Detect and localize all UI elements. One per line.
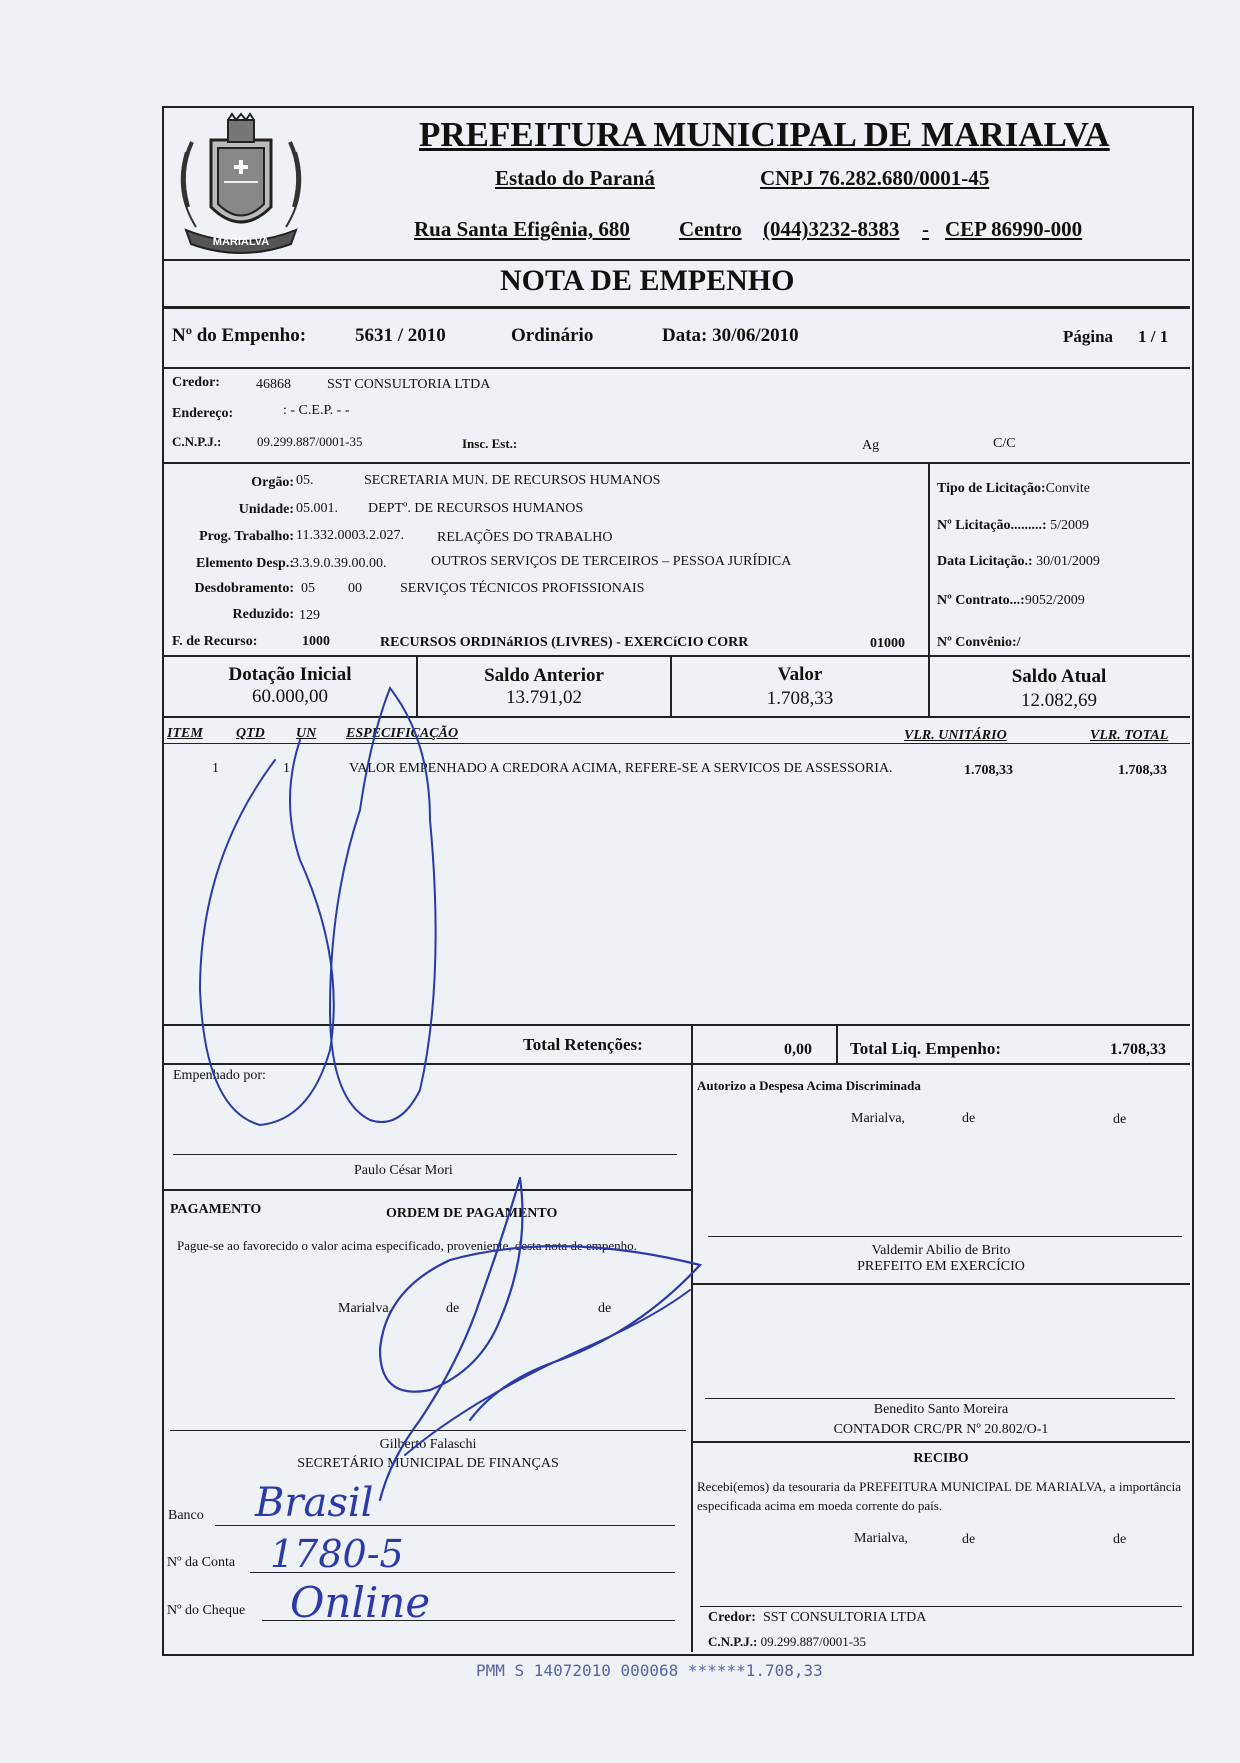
conta-label: Nº da Conta	[167, 1555, 236, 1570]
item-qtd: 1	[283, 761, 290, 776]
phone: (044)3232-8383	[763, 217, 900, 241]
item-especificacao: VALOR EMPENHADO A CREDORA ACIMA, REFERE-SE A SERVICOS DE ASSESSORIA.	[349, 761, 893, 776]
page-label: Página	[1063, 327, 1114, 346]
cheque-handwritten: Online	[290, 1578, 431, 1627]
empenhado-label: Empenhado por:	[173, 1068, 266, 1083]
rule-saldos-bottom	[163, 716, 1190, 718]
municipality-title: PREFEITURA MUNICIPAL DE MARIALVA	[419, 115, 1110, 154]
convenio-label: Nº Convênio:/	[937, 635, 1021, 650]
rule-prefeito-bottom	[691, 1283, 1190, 1285]
left-de-1: de	[446, 1301, 460, 1316]
rule-totals-left	[691, 1024, 693, 1652]
recibo-cnpj	[708, 1633, 866, 1651]
recurso-end: 01000	[870, 636, 905, 651]
rule-credor-bottom	[163, 462, 1190, 464]
elemento-code: 3.3.9.0.39.00.00.	[292, 556, 387, 571]
secretario-role: SECRETÁRIO MUNICIPAL DE FINANÇAS	[297, 1456, 559, 1471]
contador-signature-line	[705, 1398, 1175, 1399]
saldo-dotacao-value: 60.000,00	[252, 686, 328, 707]
recibo-cnpj-value: 09.299.887/0001-35	[760, 1634, 867, 1649]
credor-name: SST CONSULTORIA LTDA	[327, 377, 491, 392]
prefeito-signature-line	[708, 1236, 1182, 1237]
rule-info-bottom	[163, 367, 1190, 369]
recibo-credor	[708, 1609, 926, 1627]
valor-label: Valor	[777, 664, 823, 685]
secretario-signature-line	[170, 1430, 686, 1431]
authentication-stamp: PMM S 14072010 000068 ******1.708,33	[476, 1661, 823, 1680]
rule-empenhado-bottom	[163, 1189, 691, 1191]
credor-code: 46868	[256, 377, 291, 392]
recibo-cnpj-label: C.N.P.J.:	[708, 1634, 758, 1649]
separator: -	[922, 217, 929, 241]
recibo-signature-line	[700, 1606, 1182, 1607]
credor-cnpj-label: C.N.P.J.:	[172, 434, 222, 449]
rule-contador-bottom	[691, 1441, 1190, 1443]
rule-title-bottom	[163, 306, 1190, 309]
rule-dotacao-bottom	[163, 655, 1190, 657]
contrato-value: 9052/2009	[1024, 593, 1085, 608]
elemento-name: OUTROS SERVIÇOS DE TERCEIROS – PESSOA JURÍDICA	[431, 554, 792, 569]
desdobramento-name: SERVIÇOS TÉCNICOS PROFISSIONAIS	[400, 581, 645, 596]
rule-items-header	[163, 743, 1190, 744]
col-vlr-total: VLR. TOTAL	[1090, 728, 1169, 743]
cheque-label: Nº do Cheque	[167, 1603, 246, 1618]
empenhado-name: Paulo César Mori	[354, 1163, 453, 1178]
ag-label: Ag	[862, 438, 880, 453]
reduzido-label: Reduzido:	[232, 607, 294, 622]
licitacao-num-label: Nº Licitação.........:	[937, 518, 1047, 533]
left-de-2: de	[598, 1301, 612, 1316]
empenho-type: Ordinário	[511, 325, 594, 346]
autorizo-title: Autorizo a Despesa Acima Discriminada	[697, 1078, 921, 1093]
prog-code: 11.332.0003.2.027.	[296, 528, 404, 543]
empenho-number: 5631 / 2010	[355, 325, 446, 346]
orgao-code: 05.	[296, 473, 314, 488]
right-de-3: de	[962, 1532, 976, 1547]
right-marialva: Marialva,	[851, 1111, 906, 1126]
cc-label: C/C	[993, 436, 1016, 451]
desdobramento-label: Desdobramento:	[194, 581, 294, 596]
prog-label: Prog. Trabalho:	[199, 529, 294, 544]
licitacao-data-label: Data Licitação.:	[937, 554, 1033, 569]
desdobramento-sub: 00	[348, 581, 362, 596]
col-qtd: QTD	[236, 726, 265, 741]
contrato-label: Nº Contrato...:	[937, 593, 1025, 608]
desdobramento-code: 05	[301, 581, 315, 596]
col-item: ITEM	[167, 726, 203, 741]
total-retencoes-value: 0,00	[784, 1041, 812, 1058]
banco-label: Banco	[168, 1508, 204, 1523]
col-un: UN	[296, 726, 317, 741]
recurso-code: 1000	[302, 634, 330, 649]
recibo-credor-value: SST CONSULTORIA LTDA	[762, 1610, 927, 1625]
pague-text: Pague-se ao favorecido o valor acima especificado, proveniente, desta nota de empenho.	[177, 1238, 637, 1253]
unidade-code: 05.001.	[296, 501, 338, 516]
rule-totals-mid	[836, 1024, 838, 1064]
empenhado-signature-line	[173, 1154, 677, 1155]
saldo-dotacao-label: Dotação Inicial	[228, 664, 352, 685]
item-number: 1	[212, 761, 219, 776]
saldo-atual-label: Saldo Atual	[1011, 666, 1107, 687]
licitacao-num	[937, 517, 1089, 535]
total-liq-label: Total Liq. Empenho:	[850, 1039, 1001, 1058]
conta-handwritten: 1780-5	[270, 1532, 404, 1576]
licitacao-data	[937, 553, 1100, 571]
right-de-2: de	[1113, 1112, 1127, 1127]
contador-name: Benedito Santo Moreira	[873, 1402, 1009, 1417]
district: Centro	[679, 217, 742, 241]
recibo-credor-label: Credor:	[708, 1610, 756, 1625]
ordem-title: ORDEM DE PAGAMENTO	[386, 1206, 558, 1221]
saldo-anterior-label: Saldo Anterior	[484, 665, 604, 686]
rule-items-bottom	[163, 1024, 1190, 1026]
right-marialva-2: Marialva,	[854, 1531, 909, 1546]
unidade-label: Unidade:	[238, 502, 294, 517]
empenho-label: Nº do Empenho:	[172, 325, 307, 346]
licitacao-tipo	[937, 480, 1090, 498]
endereco-value: : - C.E.P. - -	[283, 403, 350, 418]
emblem-text: MARIALVA	[212, 236, 270, 248]
saldo-atual-value: 12.082,69	[1021, 690, 1097, 711]
state-name: Estado do Paraná	[495, 166, 655, 190]
municipal-emblem	[166, 112, 316, 257]
saldo-anterior-value: 13.791,02	[506, 687, 582, 708]
prog-name: RELAÇÕES DO TRABALHO	[437, 530, 613, 545]
recurso-label: F. de Recurso:	[172, 634, 258, 649]
col-especificacao: ESPECIFICAÇÃO	[346, 726, 459, 741]
endereco-label: Endereço:	[172, 406, 234, 421]
postal-code: CEP 86990-000	[945, 217, 1083, 241]
recibo-title: RECIBO	[913, 1451, 969, 1466]
licitacao-data-value: 30/01/2009	[1036, 554, 1100, 569]
recurso-name: RECURSOS ORDINáRIOS (LIVRES) - EXERCíCIO CORR	[380, 635, 749, 650]
left-marialva: Marialva,	[338, 1301, 393, 1316]
licitacao-tipo-label: Tipo de Licitação:	[937, 481, 1046, 496]
col-vlr-unitario: VLR. UNITÁRIO	[904, 728, 1007, 743]
street-address: Rua Santa Efigênia, 680	[414, 217, 630, 241]
total-liq-value: 1.708,33	[1110, 1041, 1166, 1058]
credor-cnpj-value: 09.299.887/0001-35	[257, 434, 363, 449]
empenho-date: Data: 30/06/2010	[662, 325, 799, 346]
total-retencoes-label: Total Retenções:	[523, 1035, 643, 1054]
right-de-1: de	[962, 1111, 976, 1126]
orgao-label: Orgão:	[251, 475, 294, 490]
credor-label: Credor:	[172, 375, 220, 390]
municipality-cnpj: CNPJ 76.282.680/0001-45	[760, 166, 990, 190]
licitacao-num-value: 5/2009	[1050, 518, 1089, 533]
prefeito-role: PREFEITO EM EXERCÍCIO	[857, 1259, 1025, 1274]
item-vlr-total: 1.708,33	[1118, 763, 1167, 778]
rule-header-bottom	[163, 259, 1190, 261]
reduzido-value: 129	[299, 608, 320, 623]
page-number: 1 / 1	[1138, 327, 1169, 346]
prefeito-name: Valdemir Abilio de Brito	[871, 1243, 1011, 1258]
secretario-name: Gilberto Falaschi	[379, 1437, 477, 1452]
document-title: NOTA DE EMPENHO	[500, 264, 795, 297]
insc-label: Insc. Est.:	[462, 436, 518, 451]
banco-handwritten: Brasil	[255, 1480, 374, 1526]
recibo-text: Recebi(emos) da tesouraria da PREFEITURA MUNICIPAL DE MARIALVA, a importância especificada acima em moeda corrente do país.	[697, 1479, 1181, 1513]
orgao-name: SECRETARIA MUN. DE RECURSOS HUMANOS	[364, 473, 661, 488]
elemento-label: Elemento Desp.:	[196, 556, 294, 571]
rule-totals-bottom	[163, 1063, 1190, 1065]
pagamento-title: PAGAMENTO	[170, 1202, 262, 1217]
contador-role: CONTADOR CRC/PR Nº 20.802/O-1	[833, 1422, 1049, 1437]
unidade-name: DEPTº. DE RECURSOS HUMANOS	[368, 501, 584, 516]
item-vlr-unitario: 1.708,33	[964, 763, 1013, 778]
rule-licitacao-left	[928, 462, 930, 656]
valor-value: 1.708,33	[766, 688, 834, 709]
licitacao-tipo-value: Convite	[1045, 481, 1090, 496]
right-de-4: de	[1113, 1532, 1127, 1547]
contrato	[937, 592, 1085, 610]
